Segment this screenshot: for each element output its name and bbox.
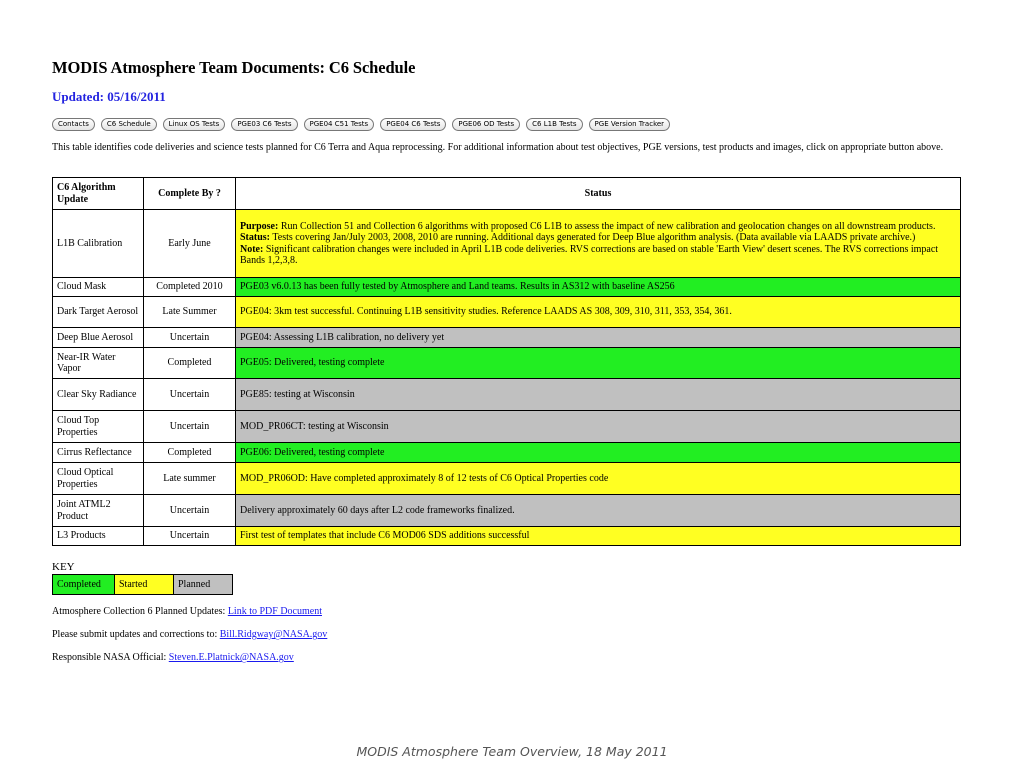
algorithm-cell: L1B Calibration <box>53 210 144 278</box>
note-label: Note: <box>240 243 264 255</box>
key-title: KEY <box>52 561 75 573</box>
pdf-line <box>52 606 322 617</box>
complete-by-cell: Late Summer <box>144 297 236 328</box>
slide-footer: MODIS Atmosphere Team Overview, 18 May 2011 <box>356 744 668 759</box>
algorithm-cell: Clear Sky Radiance <box>53 379 144 411</box>
purpose-label: Purpose: <box>240 220 279 232</box>
algorithm-cell: Cloud Mask <box>53 278 144 297</box>
table-row <box>53 411 961 443</box>
table-row <box>53 379 961 411</box>
table-row <box>53 210 961 278</box>
table-row <box>53 463 961 495</box>
note-text: Significant calibration changes were included in April L1B code deliveries. RVS corrections are based on stable 'Earth View' desert scenes. The RVS corrections impact Bands 1,2,3,8. <box>240 243 939 266</box>
table-row <box>53 278 961 297</box>
pge04-c6-tests-button[interactable]: PGE04 C6 Tests <box>380 118 446 131</box>
complete-by-cell: Uncertain <box>144 411 236 443</box>
algorithm-cell: Cloud Top Properties <box>53 411 144 443</box>
pdf-link[interactable]: Link to PDF Document <box>227 606 322 617</box>
pge-version-tracker-button[interactable]: PGE Version Tracker <box>589 118 671 131</box>
algorithm-cell: Joint ATML2 Product <box>53 495 144 527</box>
header-status: Status <box>236 178 961 210</box>
c6-l1b-tests-button[interactable]: C6 L1B Tests <box>526 118 582 131</box>
table-header-row <box>53 178 961 210</box>
contacts-button[interactable]: Contacts <box>52 118 95 131</box>
algorithm-cell: Near-IR Water Vapor <box>53 348 144 379</box>
pdf-label: Atmosphere Collection 6 Planned Updates: <box>52 606 226 617</box>
complete-by-cell: Uncertain <box>144 328 236 348</box>
key-legend <box>52 574 233 595</box>
page-title: MODIS Atmosphere Team Documents: C6 Schedule <box>52 58 416 77</box>
complete-by-cell: Completed <box>144 348 236 379</box>
status-cell: PGE04: Assessing L1B calibration, no delivery yet <box>236 328 961 348</box>
status-cell: PGE03 v6.0.13 has been fully tested by Atmosphere and Land teams. Results in AS312 with baseline AS256 <box>236 278 961 297</box>
complete-by-cell: Uncertain <box>144 495 236 527</box>
official-line <box>52 652 294 663</box>
status-cell: PGE04: 3km test successful. Continuing L1B sensitivity studies. Reference LAADS AS 308, 309, 310, 311, 353, 354, 361. <box>236 297 961 328</box>
key-completed: Completed <box>53 575 115 595</box>
key-started: Started <box>115 575 174 595</box>
status-cell: First test of templates that include C6 MOD06 SDS additions successful <box>236 527 961 546</box>
complete-by-cell: Late summer <box>144 463 236 495</box>
nav-button-bar <box>52 118 670 132</box>
status-cell: MOD_PR06CT: testing at Wisconsin <box>236 411 961 443</box>
table-row <box>53 527 961 546</box>
linux-os-tests-button[interactable]: Linux OS Tests <box>163 118 226 131</box>
table-row <box>53 443 961 463</box>
algorithm-cell: L3 Products <box>53 527 144 546</box>
schedule-table <box>52 177 961 546</box>
algorithm-cell: Deep Blue Aerosol <box>53 328 144 348</box>
intro-paragraph: This table identifies code deliveries and science tests planned for C6 Terra and Aqua reprocessing. For additional information about test objectives, PGE versions, test products and images, click on appropriate button above. <box>52 142 944 153</box>
status-text: Tests covering Jan/July 2003, 2008, 2010 are running. Additional days generated for Deep Blue algorithm analysis. (Data available via LAADS private archive.) <box>272 232 916 243</box>
header-algorithm: C6 Algorithm Update <box>53 178 144 210</box>
complete-by-cell: Early June <box>144 210 236 278</box>
updates-email-link[interactable]: Bill.Ridgway@NASA.gov <box>219 629 328 640</box>
pge04-c51-tests-button[interactable]: PGE04 C51 Tests <box>304 118 375 131</box>
table-row <box>53 297 961 328</box>
official-label: Responsible NASA Official: <box>52 652 167 663</box>
algorithm-cell: Cirrus Reflectance <box>53 443 144 463</box>
pge03-c6-tests-button[interactable]: PGE03 C6 Tests <box>231 118 297 131</box>
status-cell: PGE85: testing at Wisconsin <box>236 379 961 411</box>
official-email-link[interactable]: Steven.E.Platnick@NASA.gov <box>168 652 294 663</box>
status-cell: Delivery approximately 60 days after L2 code frameworks finalized. <box>236 495 961 527</box>
key-planned: Planned <box>174 575 233 595</box>
purpose-text: Run Collection 51 and Collection 6 algorithms with proposed C6 L1B to assess the impact of new calibration and geolocation changes on all downstream products. <box>280 220 936 232</box>
status-label: Status: <box>240 232 271 243</box>
complete-by-cell: Completed 2010 <box>144 278 236 297</box>
table-row <box>53 495 961 527</box>
updates-label: Please submit updates and corrections to: <box>52 629 218 640</box>
complete-by-cell: Uncertain <box>144 379 236 411</box>
header-complete-by: Complete By ? <box>144 178 236 210</box>
table-row <box>53 328 961 348</box>
c6-schedule-button[interactable]: C6 Schedule <box>101 118 157 131</box>
status-cell: PGE05: Delivered, testing complete <box>236 348 961 379</box>
algorithm-cell: Dark Target Aerosol <box>53 297 144 328</box>
updated-date: Updated: 05/16/2011 <box>52 89 166 104</box>
complete-by-cell: Uncertain <box>144 527 236 546</box>
status-cell: MOD_PR06OD: Have completed approximately 8 of 12 tests of C6 Optical Properties code <box>236 463 961 495</box>
updates-line <box>52 629 327 640</box>
complete-by-cell: Completed <box>144 443 236 463</box>
table-row <box>53 348 961 379</box>
pge06-od-tests-button[interactable]: PGE06 OD Tests <box>452 118 520 131</box>
status-cell: PGE06: Delivered, testing complete <box>236 443 961 463</box>
status-cell <box>236 210 961 278</box>
algorithm-cell: Cloud Optical Properties <box>53 463 144 495</box>
